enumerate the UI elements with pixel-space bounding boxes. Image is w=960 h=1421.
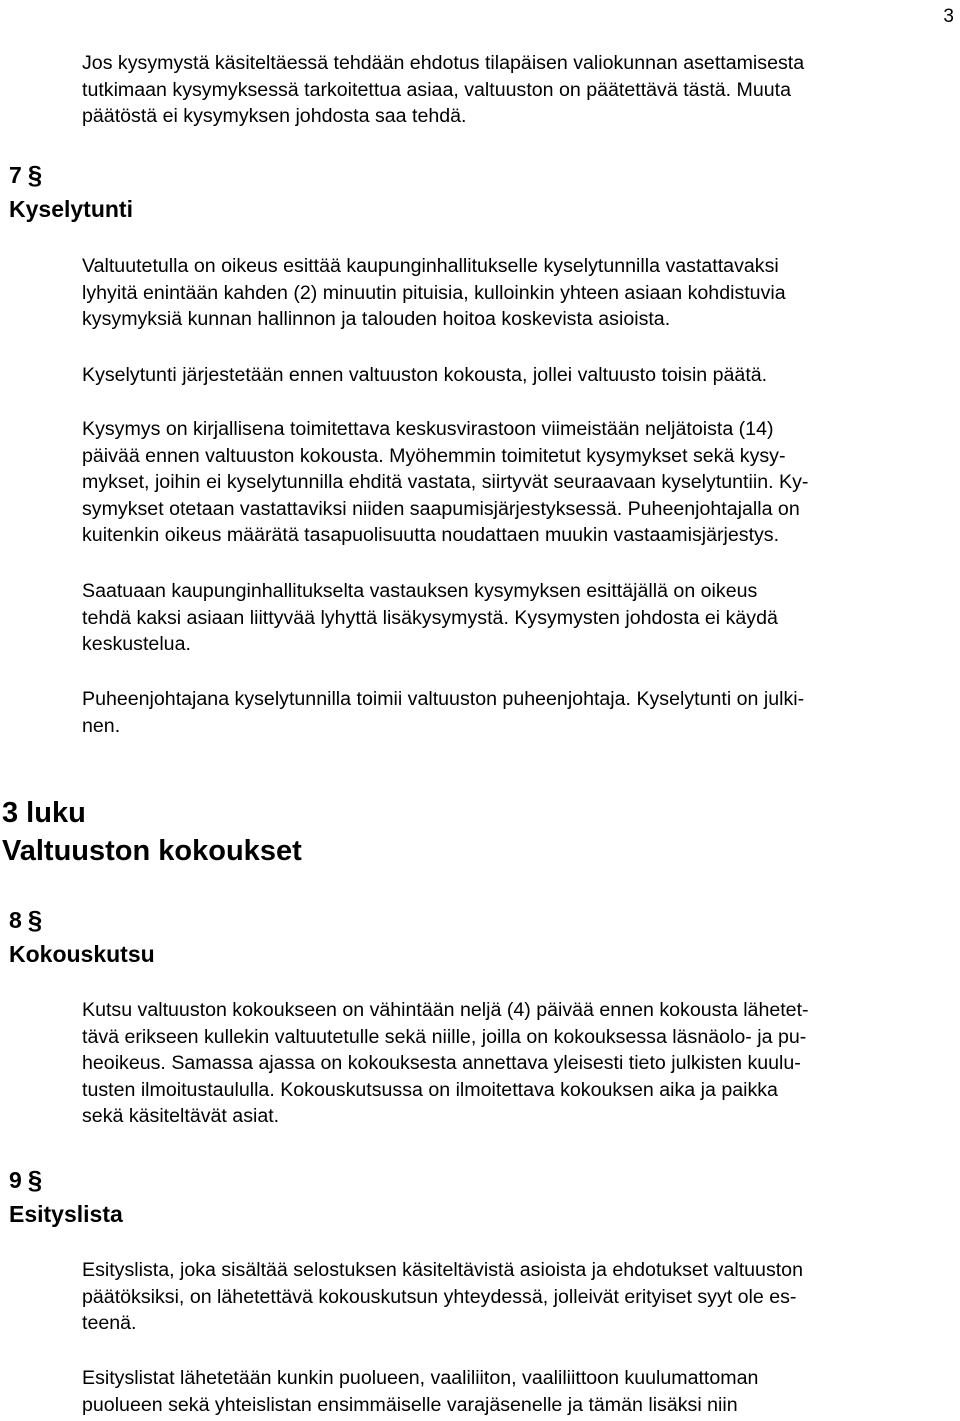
chapter-number: 3 luku xyxy=(2,797,86,829)
text-line: tusten ilmoitustaululla. Kokouskutsussa on ilmoitettava kokouksen aika ja paikka xyxy=(82,1078,778,1101)
text-line: Esityslista, joka sisältää selostuksen käsiteltävistä asioista ja ehdotukset valtuuston xyxy=(82,1259,803,1281)
section-number: 8 xyxy=(9,907,22,933)
text-line: Jos kysymystä käsiteltäessä tehdään ehdotus tilapäisen valiokunnan asettamisesta xyxy=(82,52,805,74)
section-7-paragraph-1 xyxy=(82,253,930,333)
section-9-paragraph-1 xyxy=(82,1257,930,1337)
text-line: lyhyitä enintään kahden (2) minuutin pituisia, kulloinkin yhteen asiaan kohdistuvia xyxy=(82,281,786,304)
section-9-heading xyxy=(9,1163,123,1231)
section-7-heading xyxy=(9,158,133,226)
text-line: Kyselytunti järjestetään ennen valtuuston kokousta, jollei valtuusto toisin päätä. xyxy=(82,364,768,386)
section-7-paragraph-5 xyxy=(82,686,930,739)
section-7-paragraph-2 xyxy=(82,362,930,389)
text-line: Esityslistat lähetetään kunkin puolueen, vaaliliiton, vaaliliittoon kuulumattoman xyxy=(82,1367,759,1389)
text-line: Kutsu valtuuston kokoukseen on vähintään neljä (4) päivää ennen kokousta lähetet- xyxy=(82,999,809,1021)
section-title: Kokouskutsu xyxy=(9,941,155,967)
section-title: Esityslista xyxy=(9,1201,123,1227)
text-line: teenä. xyxy=(82,1312,137,1334)
section-7-number-row xyxy=(9,158,42,192)
text-line: päätöstä ei kysymyksen johdosta saa tehdä. xyxy=(82,105,467,127)
text-line: mykset, joihin ei kyselytunnilla ehditä vastata, siirtyvät seuraavaan kyselytuntiin. Ky- xyxy=(82,471,809,493)
text-line: kuitenkin oikeus määrätä tasapuolisuutta noudattaen muukin vastaamisjärjestys. xyxy=(82,524,780,546)
text-line: keskustelua. xyxy=(82,633,191,655)
section-sign-icon: § xyxy=(27,1165,43,1195)
chapter-3-heading xyxy=(2,794,302,870)
chapter-title: Valtuuston kokoukset xyxy=(2,835,302,867)
section-8-paragraph-1 xyxy=(82,997,930,1130)
text-line: heoikeus. Samassa ajassa on kokouksesta annettava yleisesti tieto julkisten kuulu- xyxy=(82,1052,801,1074)
text-line: Saatuaan kaupunginhallitukselta vastauksen kysymyksen esittäjällä on oikeus xyxy=(82,580,758,602)
text-line: Valtuutetulla on oikeus esittää kaupunginhallitukselle kyselytunnilla vastattavaksi xyxy=(82,255,779,277)
text-line: päätöksiksi, on lähetettävä kokouskutsun yhteydessä, jolleivät erityiset syyt ole es- xyxy=(82,1285,797,1308)
intro-paragraph xyxy=(82,50,930,130)
text-line: puolueen sekä yhteislistan ensimmäiselle varajäsenelle ja tämän lisäksi niin xyxy=(82,1393,738,1416)
section-title: Kyselytunti xyxy=(9,196,133,222)
text-line: Kysymys on kirjallisena toimitettava keskusvirastoon viimeistään neljätoista (14) xyxy=(82,418,774,440)
text-line: päivää ennen valtuuston kokousta. Myöhemmin toimitetut kysymykset sekä kysy- xyxy=(82,444,786,467)
text-line: Puheenjohtajana kyselytunnilla toimii valtuuston puheenjohtaja. Kyselytunti on julki- xyxy=(82,688,805,710)
section-9-paragraph-2 xyxy=(82,1365,930,1418)
text-line: tävä erikseen kullekin valtuutetulle sekä niille, joilla on kokouksessa läsnäolo- ja pu- xyxy=(82,1025,807,1048)
section-8-heading xyxy=(9,903,155,971)
section-sign-icon: § xyxy=(27,160,43,190)
section-7-paragraph-4 xyxy=(82,578,930,658)
text-line: sekä käsiteltävät asiat. xyxy=(82,1105,280,1127)
text-line: nen. xyxy=(82,714,121,737)
section-number: 7 xyxy=(9,162,22,188)
section-7-paragraph-3 xyxy=(82,416,930,549)
page-number: 3 xyxy=(943,6,954,27)
text-line: tehdä kaksi asiaan liittyvää lyhyttä lisäkysymystä. Kysymysten johdosta ei käydä xyxy=(82,606,778,629)
section-8-number-row xyxy=(9,903,42,937)
text-line: kysymyksiä kunnan hallinnon ja talouden hoitoa koskevista asioista. xyxy=(82,308,671,330)
section-sign-icon: § xyxy=(27,905,43,935)
text-line: symykset otetaan vastattaviksi niiden saapumisjärjestyksessä. Puheenjohtajalla on xyxy=(82,497,800,520)
section-number: 9 xyxy=(9,1167,22,1193)
text-line: tutkimaan kysymyksessä tarkoitettua asiaa, valtuuston on päätettävä tästä. Muuta xyxy=(82,78,792,101)
section-9-number-row xyxy=(9,1163,42,1197)
